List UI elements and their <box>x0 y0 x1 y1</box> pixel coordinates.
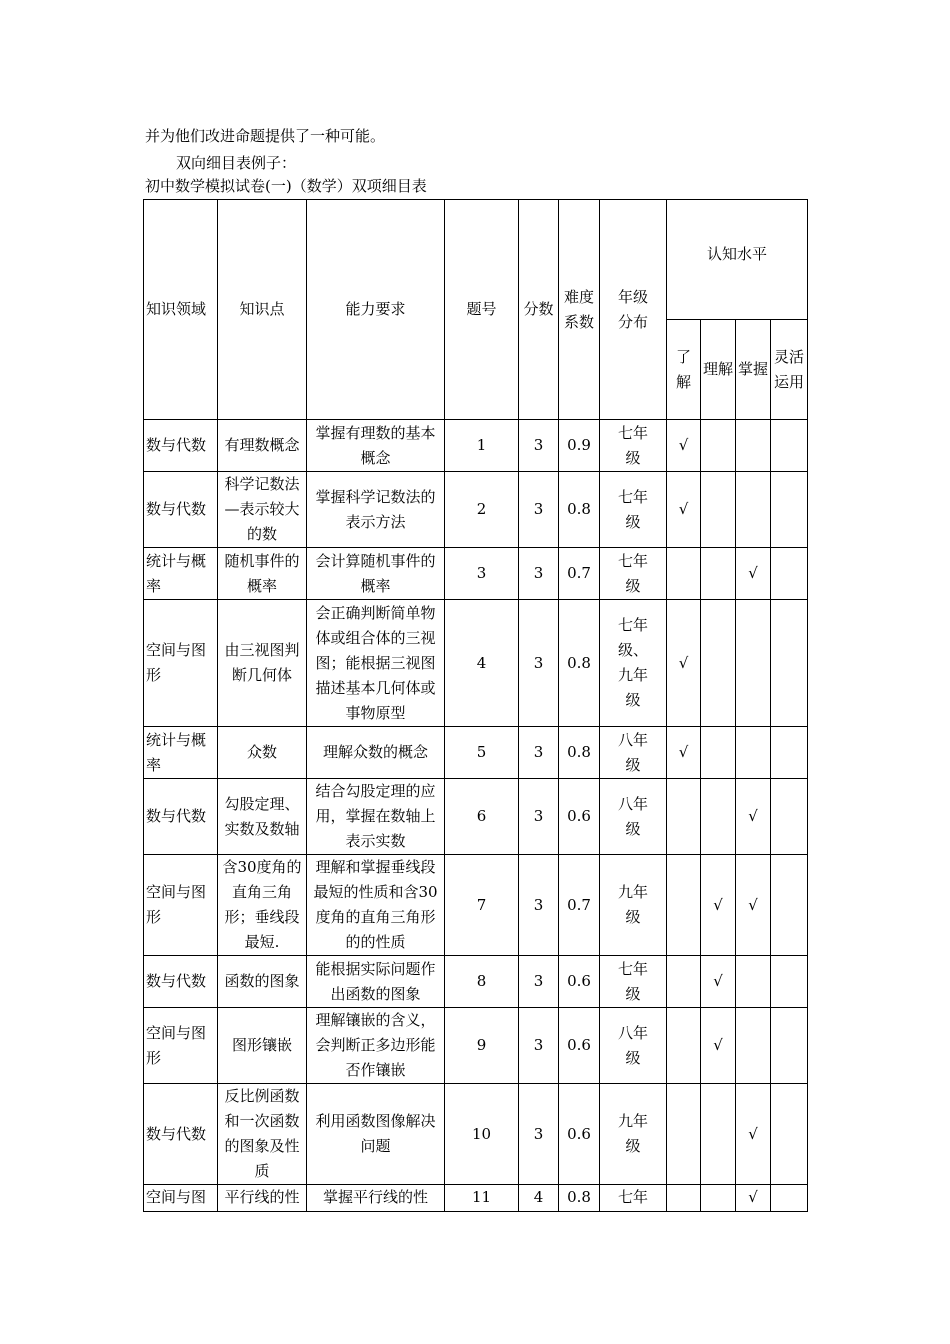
cell-score: 3 <box>519 472 559 548</box>
cell-domain: 空间与图形 <box>144 600 218 727</box>
header-master: 掌握 <box>736 320 771 420</box>
table-row <box>144 1084 808 1185</box>
table-row <box>144 1008 808 1084</box>
cell-level-comprehend: √ <box>701 956 736 1008</box>
cell-difficulty: 0.6 <box>559 1084 600 1185</box>
cell-level-understand-basic: √ <box>667 420 701 472</box>
cell-level-master <box>736 956 771 1008</box>
cell-level-master <box>736 472 771 548</box>
specification-table <box>143 199 808 1212</box>
table-caption: 初中数学模拟试卷(一)（数学）双项细目表 <box>145 177 427 195</box>
cell-level-understand-basic <box>667 548 701 600</box>
cell-level-master: √ <box>736 1185 771 1212</box>
cell-score: 3 <box>519 600 559 727</box>
cell-ability: 理解和掌握垂线段最短的性质和含30度角的直角三角形的的性质 <box>307 855 445 956</box>
cell-difficulty: 0.8 <box>559 600 600 727</box>
cell-difficulty: 0.7 <box>559 855 600 956</box>
header-apply: 灵活运用 <box>771 320 808 420</box>
cell-grade: 七年 <box>600 1185 667 1212</box>
cell-score: 3 <box>519 548 559 600</box>
cell-number: 4 <box>445 600 519 727</box>
cell-ability: 会正确判断简单物体或组合体的三视图；能根据三视图描述基本几何体或事物原型 <box>307 600 445 727</box>
header-cognitive: 认知水平 <box>667 200 808 320</box>
cell-level-master: √ <box>736 1084 771 1185</box>
cell-level-apply <box>771 1084 808 1185</box>
cell-level-understand-basic <box>667 855 701 956</box>
cell-knowledge: 勾股定理、实数及数轴 <box>218 779 307 855</box>
table-row <box>144 548 808 600</box>
table-row <box>144 855 808 956</box>
cell-ability: 能根据实际问题作出函数的图象 <box>307 956 445 1008</box>
cell-knowledge: 有理数概念 <box>218 420 307 472</box>
table-row <box>144 1185 808 1212</box>
cell-domain: 空间与图形 <box>144 855 218 956</box>
cell-level-apply <box>771 1185 808 1212</box>
cell-score: 3 <box>519 779 559 855</box>
cell-grade: 八年级 <box>600 727 667 779</box>
cell-score: 3 <box>519 727 559 779</box>
cell-knowledge: 众数 <box>218 727 307 779</box>
cell-difficulty: 0.8 <box>559 1185 600 1212</box>
cell-difficulty: 0.6 <box>559 956 600 1008</box>
table-row <box>144 472 808 548</box>
header-grade: 年级分布 <box>600 200 667 420</box>
cell-score: 3 <box>519 1008 559 1084</box>
cell-grade: 七年级 <box>600 472 667 548</box>
cell-domain: 数与代数 <box>144 956 218 1008</box>
cell-level-apply <box>771 1008 808 1084</box>
cell-level-master <box>736 727 771 779</box>
cell-score: 3 <box>519 855 559 956</box>
cell-ability: 会计算随机事件的概率 <box>307 548 445 600</box>
cell-knowledge: 反比例函数和一次函数的图象及性质 <box>218 1084 307 1185</box>
cell-level-understand-basic <box>667 1084 701 1185</box>
cell-number: 1 <box>445 420 519 472</box>
cell-level-master <box>736 1008 771 1084</box>
cell-knowledge: 科学记数法—表示较大的数 <box>218 472 307 548</box>
cell-score: 4 <box>519 1185 559 1212</box>
cell-level-understand-basic: √ <box>667 727 701 779</box>
cell-knowledge: 含30度角的直角三角形；垂线段最短. <box>218 855 307 956</box>
table-row <box>144 956 808 1008</box>
header-knowledge: 知识点 <box>218 200 307 420</box>
cell-difficulty: 0.8 <box>559 472 600 548</box>
cell-domain: 空间与图 <box>144 1185 218 1212</box>
cell-number: 2 <box>445 472 519 548</box>
cell-level-comprehend <box>701 420 736 472</box>
cell-grade: 八年级 <box>600 1008 667 1084</box>
cell-level-understand-basic <box>667 779 701 855</box>
cell-knowledge: 图形镶嵌 <box>218 1008 307 1084</box>
cell-difficulty: 0.6 <box>559 1008 600 1084</box>
cell-ability: 掌握有理数的基本概念 <box>307 420 445 472</box>
cell-level-comprehend: √ <box>701 1008 736 1084</box>
cell-level-master <box>736 420 771 472</box>
cell-grade: 九年级 <box>600 1084 667 1185</box>
cell-number: 3 <box>445 548 519 600</box>
cell-grade: 九年级 <box>600 855 667 956</box>
cell-level-master: √ <box>736 855 771 956</box>
intro-text: 并为他们改进命题提供了一种可能。 <box>145 127 386 145</box>
cell-level-apply <box>771 600 808 727</box>
header-understand-basic: 了解 <box>667 320 701 420</box>
cell-domain: 统计与概率 <box>144 727 218 779</box>
cell-level-master: √ <box>736 548 771 600</box>
cell-level-apply <box>771 727 808 779</box>
cell-domain: 空间与图形 <box>144 1008 218 1084</box>
cell-level-comprehend <box>701 779 736 855</box>
cell-number: 11 <box>445 1185 519 1212</box>
cell-number: 10 <box>445 1084 519 1185</box>
cell-level-comprehend <box>701 472 736 548</box>
cell-domain: 数与代数 <box>144 472 218 548</box>
cell-ability: 掌握科学记数法的表示方法 <box>307 472 445 548</box>
header-domain: 知识领域 <box>144 200 218 420</box>
cell-level-apply <box>771 420 808 472</box>
table-row <box>144 420 808 472</box>
header-score: 分数 <box>519 200 559 420</box>
cell-knowledge: 平行线的性 <box>218 1185 307 1212</box>
cell-level-understand-basic: √ <box>667 472 701 548</box>
header-number: 题号 <box>445 200 519 420</box>
cell-number: 9 <box>445 1008 519 1084</box>
cell-difficulty: 0.6 <box>559 779 600 855</box>
cell-grade: 八年级 <box>600 779 667 855</box>
cell-domain: 数与代数 <box>144 1084 218 1185</box>
cell-grade: 七年级、九年级 <box>600 600 667 727</box>
cell-level-understand-basic <box>667 1185 701 1212</box>
cell-ability: 理解镶嵌的含义，会判断正多边形能否作镶嵌 <box>307 1008 445 1084</box>
cell-level-comprehend <box>701 1185 736 1212</box>
cell-difficulty: 0.7 <box>559 548 600 600</box>
table-row <box>144 727 808 779</box>
cell-level-comprehend <box>701 600 736 727</box>
cell-level-comprehend <box>701 548 736 600</box>
cell-level-comprehend <box>701 1084 736 1185</box>
cell-level-master: √ <box>736 779 771 855</box>
header-ability: 能力要求 <box>307 200 445 420</box>
cell-level-apply <box>771 472 808 548</box>
cell-number: 7 <box>445 855 519 956</box>
cell-level-comprehend: √ <box>701 855 736 956</box>
header-difficulty: 难度系数 <box>559 200 600 420</box>
cell-score: 3 <box>519 1084 559 1185</box>
cell-level-understand-basic <box>667 956 701 1008</box>
cell-number: 5 <box>445 727 519 779</box>
cell-level-understand-basic <box>667 1008 701 1084</box>
cell-level-understand-basic: √ <box>667 600 701 727</box>
cell-level-apply <box>771 779 808 855</box>
table-row <box>144 779 808 855</box>
cell-difficulty: 0.8 <box>559 727 600 779</box>
cell-ability: 掌握平行线的性 <box>307 1185 445 1212</box>
cell-knowledge: 随机事件的概率 <box>218 548 307 600</box>
cell-level-comprehend <box>701 727 736 779</box>
cell-level-master <box>736 600 771 727</box>
header-comprehend: 理解 <box>701 320 736 420</box>
cell-domain: 统计与概率 <box>144 548 218 600</box>
cell-knowledge: 由三视图判断几何体 <box>218 600 307 727</box>
cell-number: 6 <box>445 779 519 855</box>
table-row <box>144 600 808 727</box>
cell-level-apply <box>771 855 808 956</box>
cell-score: 3 <box>519 420 559 472</box>
example-label: 双向细目表例子： <box>176 154 297 172</box>
cell-level-apply <box>771 548 808 600</box>
cell-knowledge: 函数的图象 <box>218 956 307 1008</box>
cell-grade: 七年级 <box>600 956 667 1008</box>
cell-ability: 理解众数的概念 <box>307 727 445 779</box>
cell-ability: 结合勾股定理的应用，掌握在数轴上表示实数 <box>307 779 445 855</box>
cell-grade: 七年级 <box>600 548 667 600</box>
cell-difficulty: 0.9 <box>559 420 600 472</box>
cell-score: 3 <box>519 956 559 1008</box>
cell-number: 8 <box>445 956 519 1008</box>
cell-domain: 数与代数 <box>144 420 218 472</box>
cell-grade: 七年级 <box>600 420 667 472</box>
cell-ability: 利用函数图像解决问题 <box>307 1084 445 1185</box>
cell-domain: 数与代数 <box>144 779 218 855</box>
cell-level-apply <box>771 956 808 1008</box>
